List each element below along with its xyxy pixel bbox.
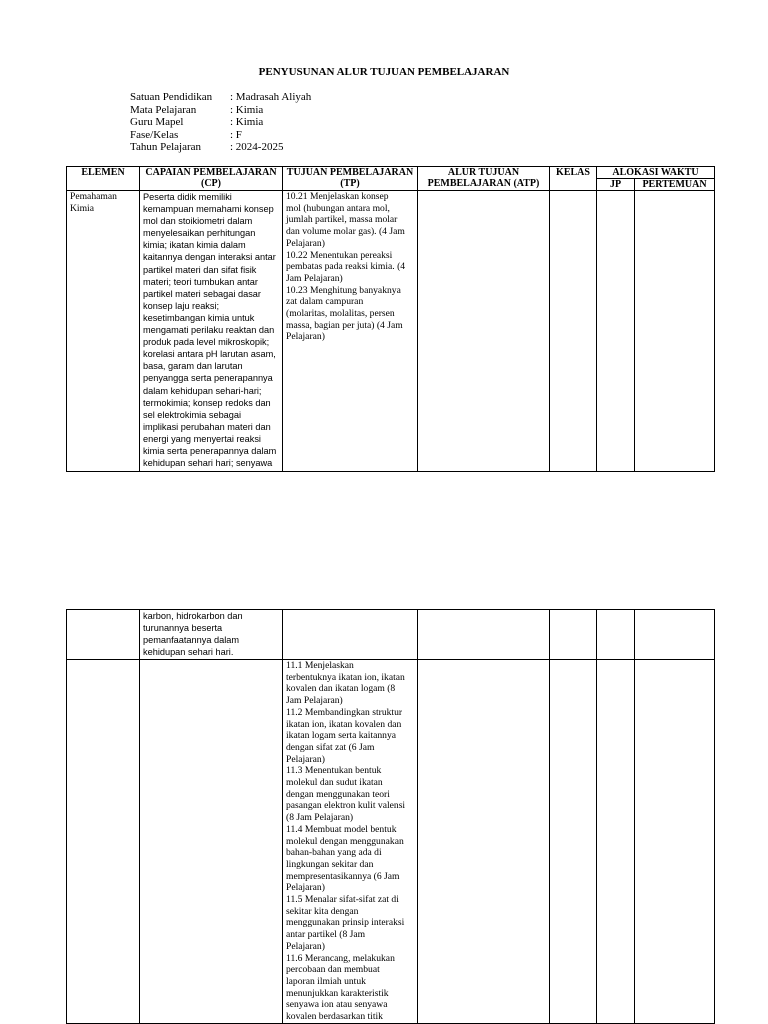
- cell-jp: [597, 660, 635, 1024]
- cell-atp: [418, 660, 550, 1024]
- meta-label: Satuan Pendidikan: [130, 91, 213, 103]
- cell-kelas: [550, 191, 597, 472]
- cell-pertemuan: [635, 191, 715, 472]
- meta-row-fase: [130, 129, 311, 142]
- header-kelas: KELAS: [550, 167, 597, 191]
- header-jp: JP: [597, 179, 635, 191]
- meta-value: : F: [230, 128, 242, 141]
- cell-cp: Peserta didik memiliki kemampuan memahami konsep mol dan stoikiometri dalam menyelesaikan perhitungan kimia; ikatan kimia dalam kaitannya dengan interaksi antar partikel materi dan sifat fisik materi; teori tumbukan antar partikel materi sebagai dasar konsep laju reaksi; kesetimbangan kimia untuk mengamati perilaku reaktan dan produk pada level mikroskopik; korelasi antara pH larutan asam, basa, garam dan larutan penyangga serta penerapannya dalam kehidupan sehari-hari; termokimia; konsep redoks dan sel elektrokimia sebagai implikasi perubahan materi dan energi yang menyertai reaksi kimia serta penerapannya dalam kehidupan sehari hari; senyawa: [140, 191, 283, 472]
- cell-cp: [140, 660, 283, 1024]
- meta-label: Mata Pelajaran: [130, 103, 197, 116]
- cell-atp: [418, 610, 550, 660]
- cell-jp: [597, 610, 635, 660]
- cell-tp: 11.1 Menjelaskan terbentuknya ikatan ion, ikatan kovalen dan ikatan logam (8 Jam Pelajaran) 11.2 Membandingkan struktur ikatan ion, ikatan kovalen dan ikatan logam serta kaitannya dengan sifat zat (6 Jam Pelajaran) 11.3 Menentukan bentuk molekul dan sudut ikatan dengan menggunakan teori pasangan elektron kulit valensi (8 Jam Pelajaran) 11.4 Membuat model bentuk molekul dengan menggunakan bahan-bahan yang ada di lingkungan sekitar dan mempresentasikannya (6 Jam Pelajaran) 11.5 Menalar sifat-sifat zat di sekitar kita dengan menggunakan prinsip interaksi antar partikel (8 Jam Pelajaran) 11.6 Merancang, melakukan percobaan dan membuat laporan ilmiah untuk menunjukkan karakteristik senyawa ion atau senyawa kovalen berdasarkan titik: [283, 660, 418, 1024]
- cell-pertemuan: [635, 660, 715, 1024]
- header-alokasi-waktu: ALOKASI WAKTU: [597, 167, 715, 179]
- atp-table-page-2: [66, 609, 715, 1024]
- atp-table-page-1: [66, 166, 715, 472]
- meta-row-satuan: [130, 91, 311, 104]
- meta-label: Fase/Kelas: [130, 128, 179, 141]
- header-elemen: ELEMEN: [67, 167, 140, 191]
- cell-tp: 10.21 Menjelaskan konsep mol (hubungan antara mol, jumlah partikel, massa molar dan volume molar gas). (4 Jam Pelajaran) 10.22 Menentukan pereaksi pembatas pada reaksi kimia. (4 Jam Pelajaran) 10.23 Menghitung banyaknya zat dalam campuran (molaritas, molalitas, persen massa, bagian per juta) (4 Jam Pelajaran): [283, 191, 418, 472]
- cell-elemen: [67, 610, 140, 660]
- meta-value: : Kimia: [230, 103, 264, 116]
- meta-value: : 2024-2025: [230, 141, 284, 153]
- cell-atp: [418, 191, 550, 472]
- meta-row-tahun: [130, 141, 311, 154]
- meta-label: Guru Mapel: [130, 116, 184, 128]
- meta-value: : Madrasah Aliyah: [230, 91, 312, 103]
- cell-elemen: Pemahaman Kimia: [67, 191, 140, 472]
- meta-value: : Kimia: [230, 116, 264, 128]
- cell-tp: [283, 610, 418, 660]
- header-pertemuan: PERTEMUAN: [635, 179, 715, 191]
- header-cp: CAPAIAN PEMBELAJARAN (CP): [140, 167, 283, 191]
- cell-jp: [597, 191, 635, 472]
- cell-kelas: [550, 610, 597, 660]
- cell-cp: karbon, hidrokarbon dan turunannya beserta pemanfaatannya dalam kehidupan sehari hari.: [140, 610, 283, 660]
- document-title: PENYUSUNAN ALUR TUJUAN PEMBELAJARAN: [258, 66, 510, 78]
- header-tp: TUJUAN PEMBELAJARAN (TP): [283, 167, 418, 191]
- document-meta: [130, 91, 311, 154]
- header-atp: ALUR TUJUAN PEMBELAJARAN (ATP): [418, 167, 550, 191]
- cell-elemen: [67, 660, 140, 1024]
- meta-label: Tahun Pelajaran: [130, 141, 202, 153]
- cell-kelas: [550, 660, 597, 1024]
- meta-row-mapel: [130, 104, 311, 117]
- meta-row-guru: [130, 116, 311, 129]
- cell-pertemuan: [635, 610, 715, 660]
